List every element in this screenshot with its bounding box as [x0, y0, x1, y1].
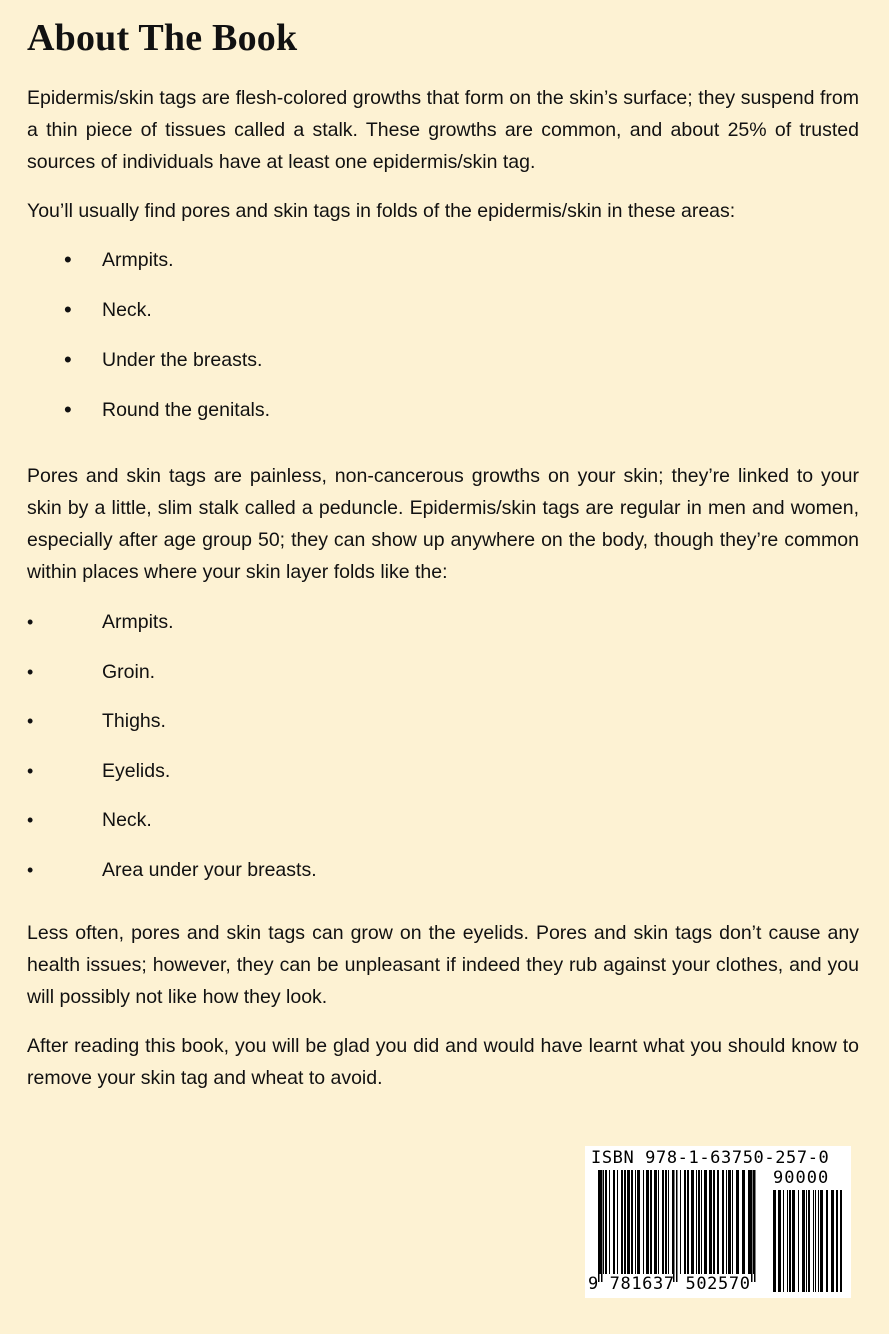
barcode-bar	[684, 1170, 686, 1274]
barcode-guard-bar	[676, 1170, 678, 1282]
barcode-bar	[624, 1170, 626, 1274]
list-item: • Round the genitals.	[27, 394, 859, 444]
list-item: • Armpits.	[27, 244, 859, 294]
barcode-bar	[820, 1190, 823, 1292]
folds-list	[27, 606, 859, 903]
barcode-bar	[662, 1170, 664, 1274]
barcode-bar	[635, 1170, 636, 1274]
list-item: • Neck.	[27, 294, 859, 344]
barcode-guard-bar	[754, 1170, 756, 1282]
barcode-bar	[627, 1170, 630, 1274]
barcode-bar	[728, 1170, 731, 1274]
barcode-bar	[736, 1170, 739, 1274]
paragraph-areas-intro: You’ll usually find pores and skin tags in folds of the epidermis/skin in these areas:	[27, 200, 736, 222]
barcode-bar	[831, 1190, 834, 1292]
barcode-bar	[691, 1170, 694, 1274]
barcode-bar	[658, 1170, 659, 1274]
barcode-bar	[778, 1190, 781, 1292]
barcode-bar	[603, 1170, 604, 1274]
bullet-icon: •	[64, 397, 72, 422]
barcode-bar	[836, 1190, 838, 1292]
barcode-bar	[650, 1170, 652, 1274]
barcode-bar	[717, 1170, 719, 1274]
paragraph-intro: Epidermis/skin tags are flesh-colored growths that form on the skin’s surface; they suspend from a thin piece of tissues called a stalk. These growths are common, and about 25% of trusted sources of individuals have at least one epidermis/skin tag.	[27, 87, 859, 173]
barcode-bar	[617, 1170, 618, 1274]
bullet-icon: •	[27, 859, 34, 880]
barcode-bar	[704, 1170, 707, 1274]
paragraph-eyelids: Less often, pores and skin tags can grow on the eyelids. Pores and skin tags don’t cause any health issues; however, they can be unpleasant if indeed they rub against your clothes, and you will possibly not like how they look.	[27, 922, 859, 1008]
barcode-bar	[668, 1170, 669, 1274]
barcode-bar	[722, 1170, 724, 1274]
list-item: • Area under your breasts.	[27, 854, 859, 904]
barcode-guard-bar	[673, 1170, 675, 1282]
paragraph-closing: After reading this book, you will be glad you did and would have learnt what you should know to remove your skin tag and wheat to avoid.	[27, 1035, 859, 1089]
barcode-guard-bar	[601, 1170, 603, 1282]
barcode-bar	[826, 1190, 828, 1292]
barcode-bar	[713, 1170, 715, 1274]
list-item: • Neck.	[27, 804, 859, 854]
barcode-bar	[726, 1170, 727, 1274]
areas-list	[27, 244, 859, 444]
barcode-bar	[665, 1170, 667, 1274]
barcode-bar	[787, 1190, 788, 1292]
barcode-bar	[840, 1190, 842, 1292]
isbn-label: ISBN 978-1-63750-257-0	[591, 1148, 830, 1168]
barcode-bar	[709, 1170, 712, 1274]
bullet-icon: •	[64, 247, 72, 272]
barcode-bar	[631, 1170, 633, 1274]
list-item: • Groin.	[27, 656, 859, 706]
barcode-bar	[621, 1170, 623, 1274]
barcode-guard-bar	[751, 1170, 753, 1282]
list-item: • Armpits.	[27, 606, 859, 656]
barcode-bar	[748, 1170, 751, 1274]
barcode-bar	[654, 1170, 657, 1274]
barcode-bar	[698, 1170, 700, 1274]
barcode-bar	[783, 1190, 784, 1292]
barcode-bar	[798, 1190, 799, 1292]
barcode-bar	[696, 1170, 697, 1274]
bullet-icon: •	[27, 711, 34, 731]
back-cover-content	[27, 14, 859, 1111]
barcode-bar	[773, 1190, 776, 1292]
price-code: 90000	[773, 1168, 830, 1188]
bullet-icon: •	[64, 297, 72, 322]
list-item: • Thighs.	[27, 705, 859, 755]
barcode-bar	[792, 1190, 795, 1292]
bullet-icon: •	[27, 661, 34, 682]
barcode-bar	[680, 1170, 681, 1274]
barcode-bar	[815, 1190, 816, 1292]
barcode-bar	[646, 1170, 649, 1274]
barcode-bar	[742, 1170, 745, 1274]
bullet-icon: •	[27, 612, 34, 632]
barcode-bar	[687, 1170, 689, 1274]
barcode-bar	[701, 1170, 702, 1274]
barcode-bar	[637, 1170, 640, 1274]
barcode-bar	[813, 1190, 814, 1292]
barcode-bar	[609, 1170, 610, 1274]
bullet-icon: •	[27, 760, 34, 781]
paragraph-description: Pores and skin tags are painless, non-cancerous growths on your skin; they’re linked to your skin by a little, slim stalk called a peduncle. Epidermis/skin tags are regular in men and women, especially after age group 50; they can show up anywhere on the body, though they’re common within places where your skin layer folds like the:	[27, 465, 859, 583]
barcode-bar	[806, 1190, 807, 1292]
barcode-guard-bar	[598, 1170, 600, 1282]
list-item: • Under the breasts.	[27, 344, 859, 394]
barcode-bar	[613, 1170, 615, 1274]
barcode-bar	[789, 1190, 791, 1292]
barcode-bar	[808, 1190, 810, 1292]
ean-digits: 9 781637 502570	[588, 1274, 751, 1294]
barcode-bar	[818, 1190, 819, 1292]
barcode-bar	[643, 1170, 644, 1274]
bullet-icon: •	[64, 347, 72, 372]
barcode-bar	[605, 1170, 607, 1274]
list-item: • Eyelids.	[27, 755, 859, 805]
bullet-icon: •	[27, 810, 34, 830]
isbn-barcode	[585, 1146, 851, 1298]
page-title: About The Book	[27, 17, 298, 59]
barcode-bar	[802, 1190, 805, 1292]
barcode-bar	[732, 1170, 733, 1274]
